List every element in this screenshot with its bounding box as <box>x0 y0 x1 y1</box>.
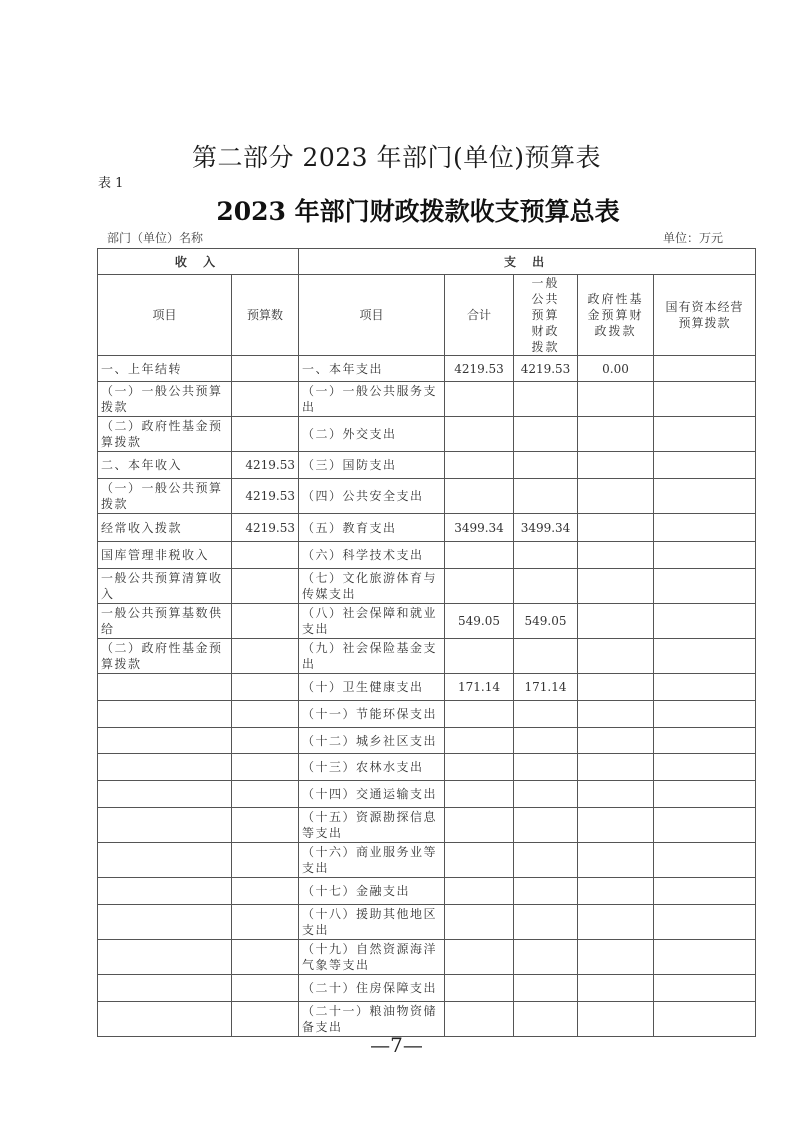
total-cell: 171.14 <box>445 674 514 701</box>
total-cell <box>445 843 514 878</box>
col-general-public: 一般公共预算财政拨款 <box>514 275 578 356</box>
expense-item-cell: （六）科学技术支出 <box>299 542 445 569</box>
state-capital-cell <box>654 878 756 905</box>
general-public-cell <box>514 905 578 940</box>
state-capital-cell <box>654 781 756 808</box>
total-cell <box>445 382 514 417</box>
table-number: 表 1 <box>98 176 124 191</box>
unit-label: 单位：万元 <box>662 231 723 245</box>
state-capital-cell <box>654 808 756 843</box>
total-cell <box>445 878 514 905</box>
income-item-cell <box>98 674 232 701</box>
general-public-cell <box>514 479 578 514</box>
general-public-cell <box>514 701 578 728</box>
state-capital-cell <box>654 754 756 781</box>
general-public-cell <box>514 878 578 905</box>
gov-fund-cell <box>578 701 654 728</box>
budget-table <box>97 248 756 1037</box>
general-public-cell <box>514 639 578 674</box>
income-item-cell <box>98 808 232 843</box>
income-budget-cell <box>232 878 299 905</box>
expense-item-cell: （十三）农林水支出 <box>299 754 445 781</box>
income-item-cell <box>98 1002 232 1037</box>
general-public-cell <box>514 728 578 754</box>
expense-item-cell: （十六）商业服务业等支出 <box>299 843 445 878</box>
table-row <box>98 1002 756 1037</box>
general-public-cell <box>514 940 578 975</box>
income-budget-cell <box>232 1002 299 1037</box>
total-cell <box>445 1002 514 1037</box>
total-cell <box>445 639 514 674</box>
state-capital-cell <box>654 569 756 604</box>
gov-fund-cell <box>578 542 654 569</box>
income-item-cell: 国库管理非税收入 <box>98 542 232 569</box>
income-item-cell <box>98 905 232 940</box>
income-budget-cell <box>232 905 299 940</box>
income-item-cell <box>98 754 232 781</box>
gov-fund-cell: 0.00 <box>578 356 654 382</box>
table-row <box>98 701 756 728</box>
income-budget-cell <box>232 754 299 781</box>
total-cell <box>445 905 514 940</box>
expense-item-cell: （二）外交支出 <box>299 417 445 452</box>
income-budget-cell <box>232 781 299 808</box>
state-capital-cell <box>654 452 756 479</box>
gov-fund-cell <box>578 843 654 878</box>
income-item-cell: 二、本年收入 <box>98 452 232 479</box>
gov-fund-cell <box>578 1002 654 1037</box>
gov-fund-cell <box>578 728 654 754</box>
state-capital-cell <box>654 843 756 878</box>
total-cell <box>445 940 514 975</box>
table-row <box>98 808 756 843</box>
total-cell <box>445 754 514 781</box>
part-title: 第二部分 2023 年部门(单位)预算表 <box>191 143 602 172</box>
total-cell <box>445 781 514 808</box>
state-capital-cell <box>654 356 756 382</box>
expense-item-cell: （二十）住房保障支出 <box>299 975 445 1002</box>
total-cell <box>445 808 514 843</box>
income-budget-cell <box>232 808 299 843</box>
income-budget-cell: 4219.53 <box>232 514 299 542</box>
general-public-cell <box>514 808 578 843</box>
gov-fund-cell <box>578 417 654 452</box>
table-row <box>98 975 756 1002</box>
col-state-capital: 国有资本经营预算拨款 <box>654 275 756 356</box>
total-cell: 549.05 <box>445 604 514 639</box>
state-capital-cell <box>654 940 756 975</box>
state-capital-cell <box>654 639 756 674</box>
total-cell <box>445 569 514 604</box>
total-cell <box>445 701 514 728</box>
income-item-cell: 一般公共预算基数供给 <box>98 604 232 639</box>
total-cell <box>445 417 514 452</box>
expense-item-cell: （二十一）粮油物资储备支出 <box>299 1002 445 1037</box>
income-budget-cell <box>232 674 299 701</box>
table-row <box>98 728 756 754</box>
table-row <box>98 569 756 604</box>
table-row <box>98 604 756 639</box>
table-row <box>98 905 756 940</box>
general-public-cell <box>514 975 578 1002</box>
table-row <box>98 542 756 569</box>
expense-item-cell: （一）一般公共服务支出 <box>299 382 445 417</box>
income-budget-cell <box>232 639 299 674</box>
income-budget-cell <box>232 356 299 382</box>
header-row-group <box>98 249 756 275</box>
total-cell <box>445 479 514 514</box>
gov-fund-cell <box>578 479 654 514</box>
state-capital-cell <box>654 479 756 514</box>
gov-fund-cell <box>578 878 654 905</box>
income-item-cell <box>98 940 232 975</box>
gov-fund-cell <box>578 604 654 639</box>
general-public-cell <box>514 754 578 781</box>
gov-fund-cell <box>578 569 654 604</box>
state-capital-cell <box>654 382 756 417</box>
expense-item-cell: （三）国防支出 <box>299 452 445 479</box>
state-capital-cell <box>654 975 756 1002</box>
gov-fund-cell <box>578 905 654 940</box>
income-item-cell: 经常收入拨款 <box>98 514 232 542</box>
table-row <box>98 417 756 452</box>
general-public-cell <box>514 417 578 452</box>
state-capital-cell <box>654 514 756 542</box>
header-row-columns <box>98 275 756 356</box>
table-row <box>98 843 756 878</box>
expense-item-cell: （十九）自然资源海洋气象等支出 <box>299 940 445 975</box>
expense-item-cell: （八）社会保障和就业支出 <box>299 604 445 639</box>
general-public-cell <box>514 382 578 417</box>
table-row <box>98 781 756 808</box>
income-item-cell <box>98 701 232 728</box>
total-cell <box>445 728 514 754</box>
income-budget-cell: 4219.53 <box>232 452 299 479</box>
gov-fund-cell <box>578 781 654 808</box>
income-budget-cell <box>232 728 299 754</box>
expense-item-cell: （九）社会保险基金支出 <box>299 639 445 674</box>
table-row <box>98 382 756 417</box>
income-item-cell: （二）政府性基金预算拨款 <box>98 639 232 674</box>
table-row <box>98 674 756 701</box>
income-budget-cell <box>232 940 299 975</box>
income-budget-cell <box>232 417 299 452</box>
total-cell <box>445 975 514 1002</box>
table-row <box>98 514 756 542</box>
col-expense-item: 项目 <box>299 275 445 356</box>
gov-fund-cell <box>578 754 654 781</box>
col-total: 合计 <box>445 275 514 356</box>
general-public-cell <box>514 781 578 808</box>
total-cell: 4219.53 <box>445 356 514 382</box>
income-budget-cell <box>232 975 299 1002</box>
general-public-cell: 4219.53 <box>514 356 578 382</box>
expense-item-cell: （十一）节能环保支出 <box>299 701 445 728</box>
expense-item-cell: （十七）金融支出 <box>299 878 445 905</box>
expense-item-cell: （十五）资源勘探信息等支出 <box>299 808 445 843</box>
state-capital-cell <box>654 701 756 728</box>
expense-header: 支 出 <box>299 249 756 275</box>
gov-fund-cell <box>578 674 654 701</box>
income-budget-cell <box>232 542 299 569</box>
expense-item-cell: 一、本年支出 <box>299 356 445 382</box>
table-title: 2023 年部门财政拨款收支预算总表 <box>216 197 620 226</box>
income-item-cell: （一）一般公共预算拨款 <box>98 479 232 514</box>
general-public-cell <box>514 569 578 604</box>
income-budget-cell <box>232 382 299 417</box>
general-public-cell <box>514 843 578 878</box>
expense-item-cell: （四）公共安全支出 <box>299 479 445 514</box>
state-capital-cell <box>654 905 756 940</box>
general-public-cell: 3499.34 <box>514 514 578 542</box>
expense-item-cell: （十）卫生健康支出 <box>299 674 445 701</box>
total-cell <box>445 452 514 479</box>
income-budget-cell <box>232 701 299 728</box>
expense-item-cell: （十八）援助其他地区支出 <box>299 905 445 940</box>
income-budget-cell <box>232 604 299 639</box>
col-income-item: 项目 <box>98 275 232 356</box>
state-capital-cell <box>654 604 756 639</box>
income-item-cell: （二）政府性基金预算拨款 <box>98 417 232 452</box>
expense-item-cell: （五）教育支出 <box>299 514 445 542</box>
income-budget-cell: 4219.53 <box>232 479 299 514</box>
income-item-cell: （一）一般公共预算拨款 <box>98 382 232 417</box>
state-capital-cell <box>654 728 756 754</box>
department-name-label: 部门（单位）名称 <box>107 231 204 245</box>
gov-fund-cell <box>578 975 654 1002</box>
table-row <box>98 940 756 975</box>
gov-fund-cell <box>578 940 654 975</box>
gov-fund-cell <box>578 514 654 542</box>
table-row <box>98 639 756 674</box>
table-row <box>98 356 756 382</box>
table-row <box>98 878 756 905</box>
income-item-cell: 一、上年结转 <box>98 356 232 382</box>
table-row <box>98 754 756 781</box>
income-item-cell <box>98 843 232 878</box>
income-budget-cell <box>232 569 299 604</box>
table-row <box>98 479 756 514</box>
state-capital-cell <box>654 417 756 452</box>
income-header: 收 入 <box>98 249 299 275</box>
expense-item-cell: （七）文化旅游体育与传媒支出 <box>299 569 445 604</box>
table-row <box>98 452 756 479</box>
state-capital-cell <box>654 542 756 569</box>
expense-item-cell: （十二）城乡社区支出 <box>299 728 445 754</box>
income-budget-cell <box>232 843 299 878</box>
general-public-cell <box>514 542 578 569</box>
expense-item-cell: （十四）交通运输支出 <box>299 781 445 808</box>
general-public-cell <box>514 452 578 479</box>
general-public-cell <box>514 1002 578 1037</box>
page-number: —7— <box>370 1033 423 1057</box>
general-public-cell: 171.14 <box>514 674 578 701</box>
income-item-cell <box>98 975 232 1002</box>
gov-fund-cell <box>578 808 654 843</box>
total-cell: 3499.34 <box>445 514 514 542</box>
col-income-budget: 预算数 <box>232 275 299 356</box>
total-cell <box>445 542 514 569</box>
income-item-cell: 一般公共预算清算收入 <box>98 569 232 604</box>
col-gov-fund: 政府性基金预算财政拨款 <box>578 275 654 356</box>
general-public-cell: 549.05 <box>514 604 578 639</box>
income-item-cell <box>98 781 232 808</box>
gov-fund-cell <box>578 639 654 674</box>
income-item-cell <box>98 728 232 754</box>
state-capital-cell <box>654 674 756 701</box>
gov-fund-cell <box>578 452 654 479</box>
income-item-cell <box>98 878 232 905</box>
state-capital-cell <box>654 1002 756 1037</box>
gov-fund-cell <box>578 382 654 417</box>
